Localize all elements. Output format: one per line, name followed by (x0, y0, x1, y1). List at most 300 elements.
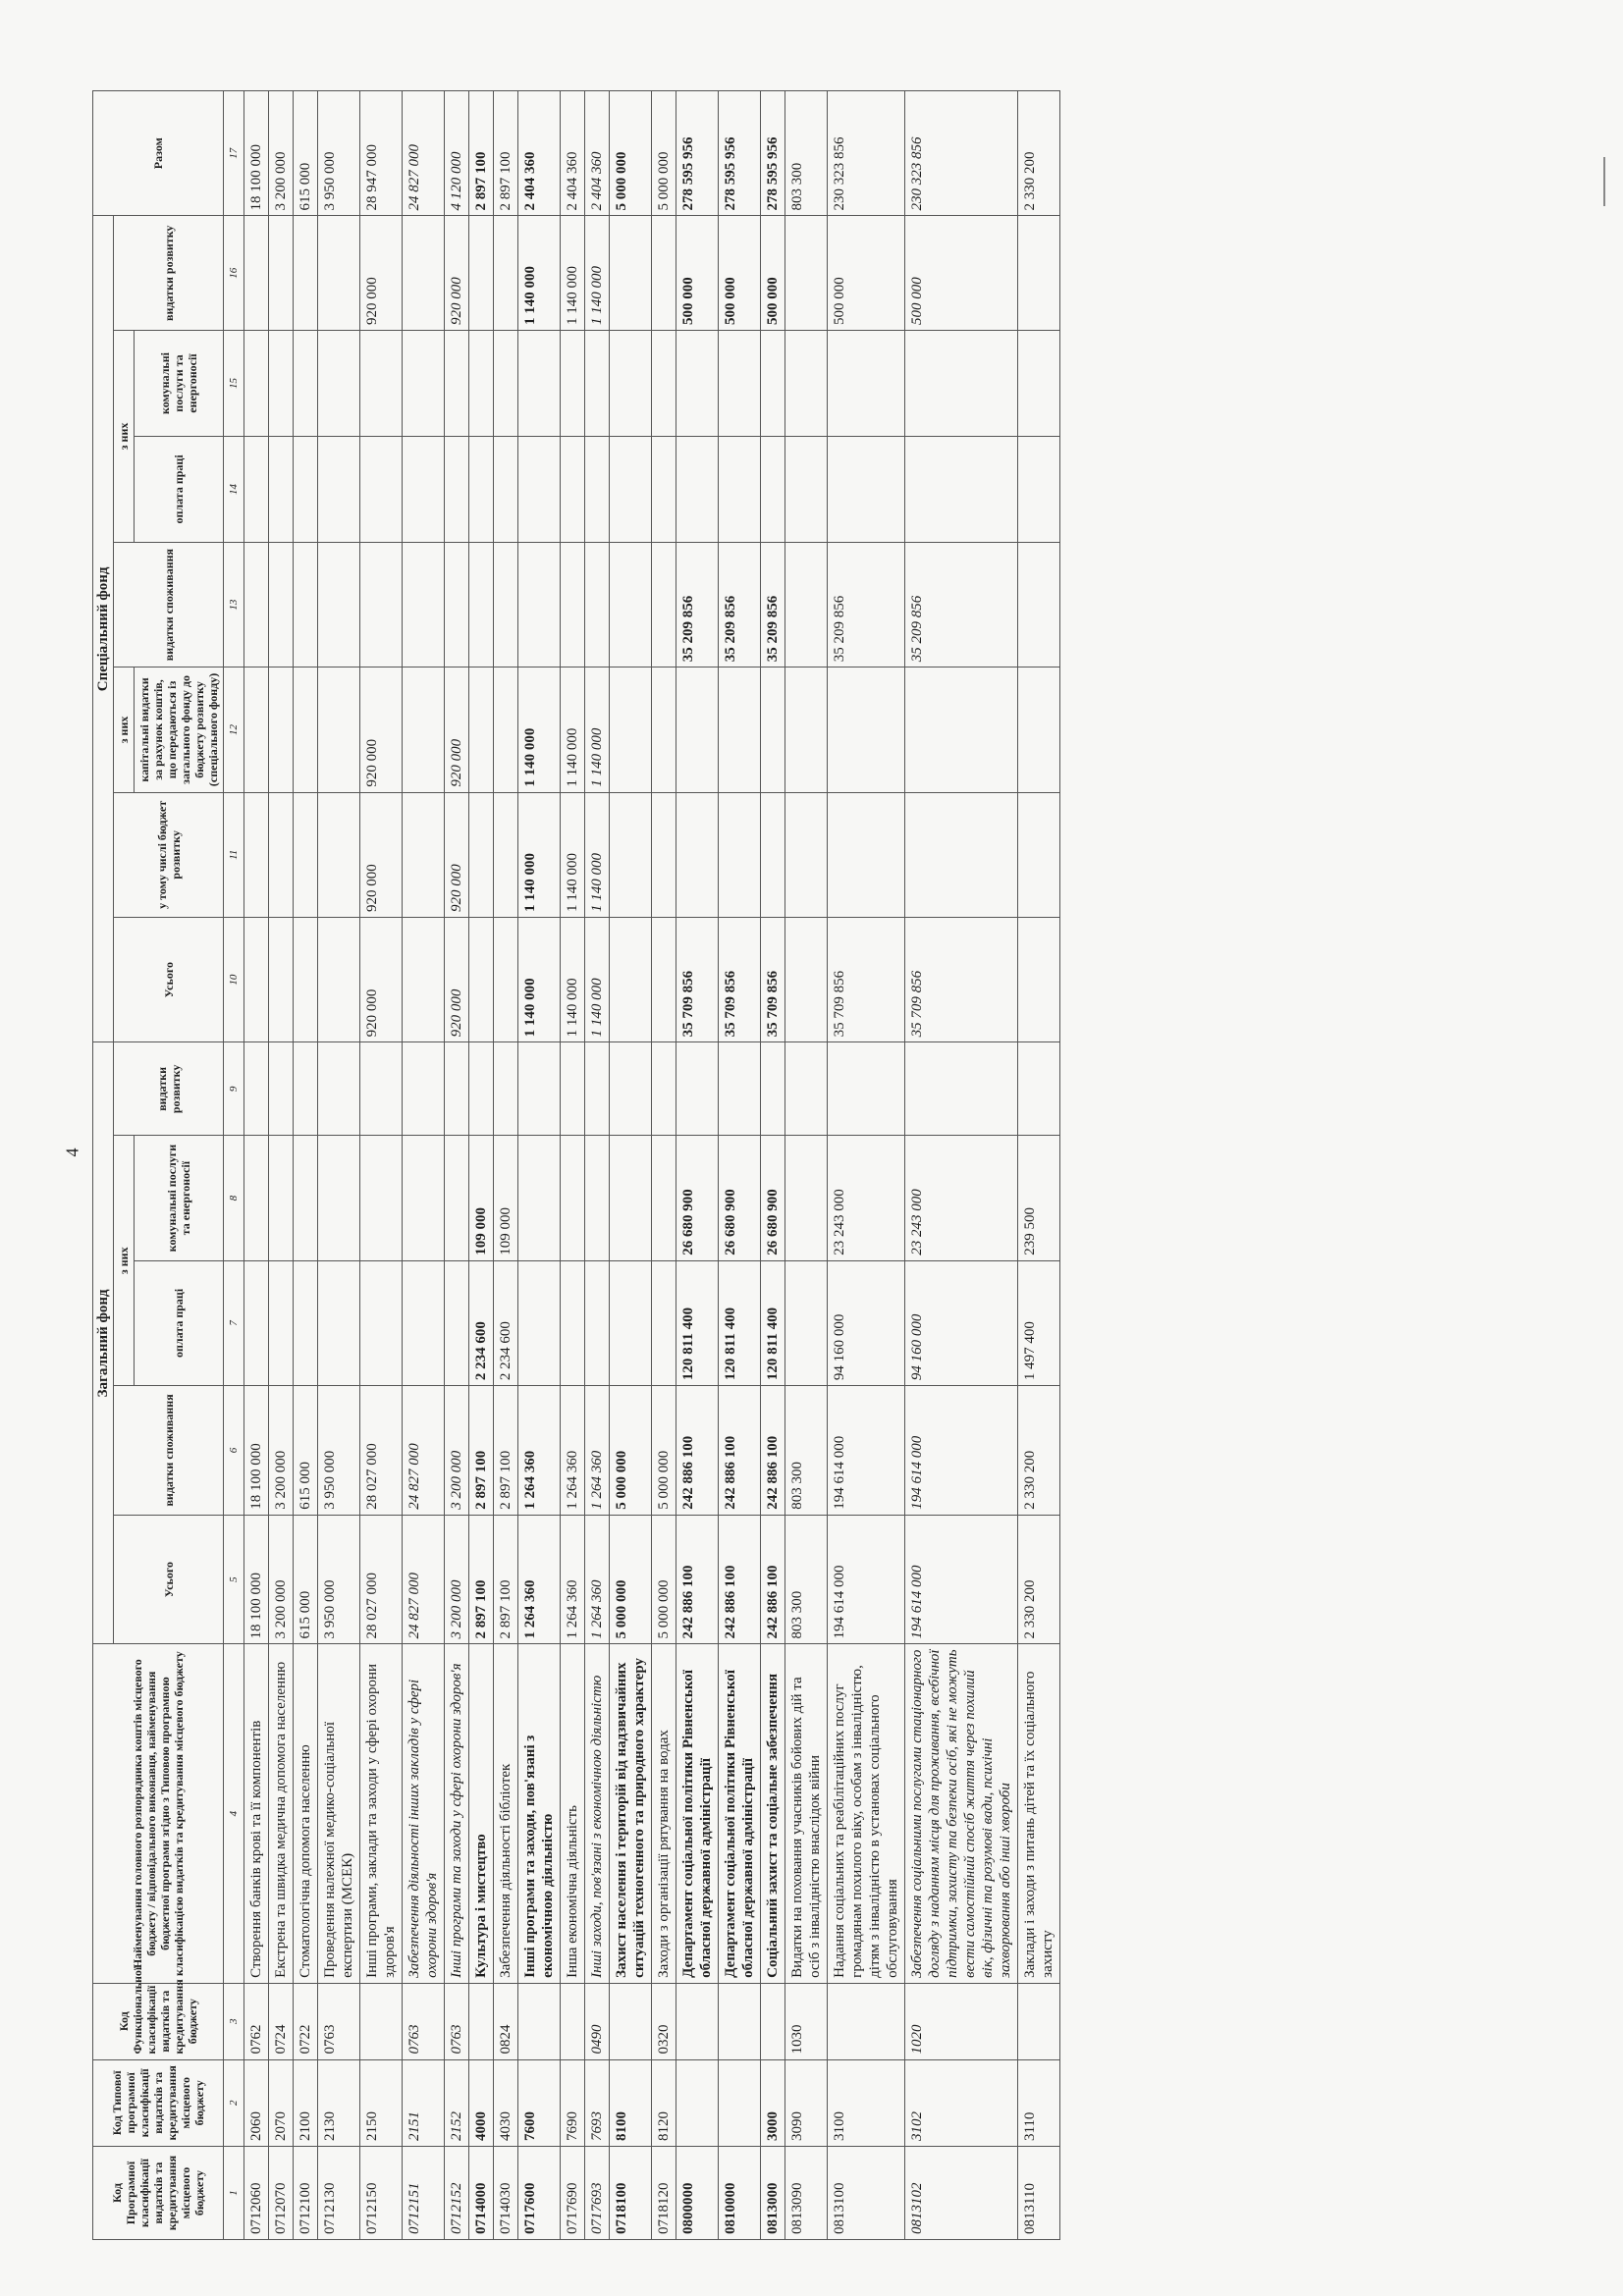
table-cell (561, 1136, 585, 1260)
table-row (719, 91, 761, 2240)
table-cell: 194 614 000 (828, 1386, 905, 1516)
table-cell: 1 140 000 (585, 667, 610, 792)
header-functional-code: Код Функціональної класифікації видатків та кредитування бюджету (93, 1983, 224, 2059)
table-cell: 2150 (360, 2059, 403, 2147)
table-cell: 3100 (828, 2059, 905, 2147)
table-cell (561, 1042, 585, 1136)
table-cell: Видатки на поховання учасників бойових дій та осіб з інвалідністю внаслідок війни (785, 1644, 828, 1983)
table-cell: 24 827 000 (403, 1386, 445, 1516)
table-cell (445, 1042, 469, 1136)
table-cell (318, 1260, 360, 1385)
table-cell: 35 209 856 (828, 542, 905, 667)
table-cell: Заходи з організації рятування на водах (652, 1644, 676, 1983)
table-cell: 2151 (403, 2059, 445, 2147)
table-cell (518, 436, 561, 542)
table-cell: 35 709 856 (676, 917, 719, 1041)
table-cell: 0712151 (403, 2147, 445, 2240)
table-cell (652, 1260, 676, 1385)
table-cell (785, 331, 828, 437)
table-cell: 1 264 360 (561, 1515, 585, 1644)
table-cell: 194 614 000 (905, 1515, 1018, 1644)
header-sf-of-them-a: з них (114, 667, 135, 792)
table-cell (318, 1042, 360, 1136)
table-cell: 18 100 000 (244, 1515, 269, 1644)
table-cell (318, 542, 360, 667)
table-cell (585, 1042, 610, 1136)
table-cell (561, 1983, 585, 2059)
table-cell (494, 331, 518, 437)
table-row (318, 91, 360, 2240)
table-cell: 500 000 (905, 216, 1018, 331)
table-cell: Інші програми та заходи, пов'язані з економічною діяльністю (518, 1644, 561, 1983)
table-cell (269, 792, 294, 917)
table-cell: 2 897 100 (494, 1515, 518, 1644)
table-cell (676, 2059, 719, 2147)
table-cell (610, 917, 652, 1041)
table-cell (269, 917, 294, 1041)
table-cell (719, 667, 761, 792)
table-cell (494, 667, 518, 792)
table-cell: 1 264 360 (585, 1386, 610, 1516)
table-cell (445, 436, 469, 542)
header-gf-salary: оплата праці (135, 1260, 224, 1385)
table-cell (610, 1260, 652, 1385)
table-cell: 28 027 000 (360, 1515, 403, 1644)
table-cell: 278 595 956 (761, 91, 785, 216)
table-cell (828, 667, 905, 792)
table-cell: 2 330 200 (1018, 1386, 1060, 1516)
table-cell (469, 331, 494, 437)
table-cell: 2 404 360 (518, 91, 561, 216)
column-index: 8 (224, 1136, 244, 1260)
table-cell (905, 792, 1018, 917)
table-cell: 1020 (905, 1983, 1018, 2059)
header-sf-salary: оплата праці (135, 436, 224, 542)
table-cell (269, 331, 294, 437)
table-cell (469, 1042, 494, 1136)
table-cell: 5 000 000 (610, 1515, 652, 1644)
table-cell: 2 404 360 (585, 91, 610, 216)
table-cell (785, 917, 828, 1041)
table-cell (294, 1136, 318, 1260)
table-cell (469, 1983, 494, 2059)
table-cell (719, 331, 761, 437)
table-cell: 194 614 000 (905, 1386, 1018, 1516)
table-cell: 0810000 (719, 2147, 761, 2240)
table-cell (294, 331, 318, 437)
table-cell (244, 436, 269, 542)
table-cell: 1 264 360 (585, 1515, 610, 1644)
table-cell: 3 200 000 (269, 91, 294, 216)
table-cell (494, 542, 518, 667)
table-cell (785, 542, 828, 667)
table-cell (1018, 436, 1060, 542)
table-cell: 24 827 000 (403, 1515, 445, 1644)
table-cell: 0800000 (676, 2147, 719, 2240)
column-index: 11 (224, 792, 244, 917)
table-cell (1018, 917, 1060, 1041)
table-cell: 3 200 000 (269, 1386, 294, 1516)
table-cell: 3090 (785, 2059, 828, 2147)
table-cell: 0714000 (469, 2147, 494, 2240)
table-cell: 3110 (1018, 2059, 1060, 2147)
table-cell: 242 886 100 (676, 1515, 719, 1644)
table-cell: Екстрена та швидка медична допомога населенню (269, 1644, 294, 1983)
table-cell (652, 1042, 676, 1136)
table-cell: 0724 (269, 1983, 294, 2059)
table-cell (652, 331, 676, 437)
table-cell (403, 1260, 445, 1385)
table-cell (403, 1042, 445, 1136)
table-cell (676, 792, 719, 917)
table-cell: 0712150 (360, 2147, 403, 2240)
column-index: 9 (224, 1042, 244, 1136)
header-sf-of-them-b: з них (114, 331, 135, 543)
table-cell: 1 140 000 (561, 792, 585, 917)
table-cell (905, 1042, 1018, 1136)
table-cell (318, 436, 360, 542)
table-cell: 0722 (294, 1983, 318, 2059)
table-cell: Інші програми, заклади та заходи у сфері охорони здоров'я (360, 1644, 403, 1983)
table-cell (610, 1136, 652, 1260)
table-cell: 1 264 360 (561, 1386, 585, 1516)
table-cell: 94 160 000 (905, 1260, 1018, 1385)
table-cell: 35 709 856 (828, 917, 905, 1041)
table-cell: 0763 (318, 1983, 360, 2059)
header-gf-development: видатки розвитку (114, 1042, 224, 1136)
table-row (360, 91, 403, 2240)
header-gf-total: Усього (114, 1515, 224, 1644)
table-cell (761, 792, 785, 917)
table-cell: 5 000 000 (652, 91, 676, 216)
column-index: 2 (224, 2059, 244, 2147)
table-row (676, 91, 719, 2240)
table-cell: 1 140 000 (518, 216, 561, 331)
table-cell: 242 886 100 (719, 1515, 761, 1644)
table-row (828, 91, 905, 2240)
table-cell (244, 667, 269, 792)
table-cell: 2070 (269, 2059, 294, 2147)
table-cell: 1 140 000 (561, 667, 585, 792)
header-sf-capital-transfer: капітальні видатки за рахунок коштів, що передаються із загального фонду до бюджету розвитку (спеціального фонду) (135, 667, 224, 792)
table-row (294, 91, 318, 2240)
table-cell (269, 216, 294, 331)
table-cell (610, 331, 652, 437)
table-row (610, 91, 652, 2240)
column-index: 16 (224, 216, 244, 331)
table-cell (244, 1042, 269, 1136)
table-cell: Департамент соціальної політики Рівненської обласної державної адміністрації (719, 1644, 761, 1983)
table-cell (828, 331, 905, 437)
scan-edge-mark (1603, 157, 1605, 206)
table-cell (360, 1136, 403, 1260)
table-cell: 35 709 856 (719, 917, 761, 1041)
table-cell: 120 811 400 (719, 1260, 761, 1385)
table-cell (676, 1983, 719, 2059)
table-cell: 3 950 000 (318, 1386, 360, 1516)
table-cell: 920 000 (360, 792, 403, 917)
table-cell: 1030 (785, 1983, 828, 2059)
column-index: 13 (224, 542, 244, 667)
table-cell: 194 614 000 (828, 1515, 905, 1644)
table-cell: 500 000 (761, 216, 785, 331)
table-row (1018, 91, 1060, 2240)
table-cell (294, 436, 318, 542)
column-index: 5 (224, 1515, 244, 1644)
table-cell (294, 1042, 318, 1136)
table-cell (610, 1042, 652, 1136)
table-cell: 230 323 856 (828, 91, 905, 216)
table-cell (518, 1983, 561, 2059)
table-cell (1018, 542, 1060, 667)
table-cell (244, 917, 269, 1041)
table-row (561, 91, 585, 2240)
table-cell (294, 216, 318, 331)
table-cell (469, 542, 494, 667)
table-cell (652, 792, 676, 917)
table-cell (828, 1983, 905, 2059)
table-cell (652, 436, 676, 542)
table-cell (1018, 331, 1060, 437)
table-cell (403, 542, 445, 667)
table-cell (318, 216, 360, 331)
table-cell (403, 436, 445, 542)
table-cell (676, 1042, 719, 1136)
table-cell: 0717693 (585, 2147, 610, 2240)
table-row (244, 91, 269, 2240)
table-cell: 2 330 200 (1018, 1515, 1060, 1644)
table-cell (1018, 792, 1060, 917)
table-body (244, 91, 1060, 2240)
table-cell: 8100 (610, 2059, 652, 2147)
table-cell: 920 000 (445, 216, 469, 331)
table-cell (244, 216, 269, 331)
table-row (652, 91, 676, 2240)
table-cell (585, 1260, 610, 1385)
table-cell: 2100 (294, 2059, 318, 2147)
table-cell (294, 1260, 318, 1385)
table-cell: 1 264 360 (518, 1386, 561, 1516)
table-cell: 0712070 (269, 2147, 294, 2240)
table-cell: 615 000 (294, 91, 318, 216)
table-cell (561, 436, 585, 542)
table-cell: 1 140 000 (561, 216, 585, 331)
table-cell (294, 542, 318, 667)
table-cell: 2 234 600 (469, 1260, 494, 1385)
header-name: Найменування головного розпорядника коштів місцевого бюджету / відповідального виконавця, найменування бюджетної програми згідно з Типовою програмною класифікацією видатків та кредитування місцевого бюджету (93, 1644, 224, 1983)
table-cell: 278 595 956 (719, 91, 761, 216)
table-cell: 23 243 000 (828, 1136, 905, 1260)
table-cell: 1 497 400 (1018, 1260, 1060, 1385)
table-cell (610, 216, 652, 331)
table-cell (269, 1260, 294, 1385)
table-cell: 0813102 (905, 2147, 1018, 2240)
table-cell: 920 000 (445, 917, 469, 1041)
table-cell (828, 436, 905, 542)
table-cell (785, 216, 828, 331)
table-cell: 500 000 (676, 216, 719, 331)
table-cell (1018, 667, 1060, 792)
column-index: 4 (224, 1644, 244, 1983)
table-cell (785, 436, 828, 542)
table-cell (610, 1983, 652, 2059)
table-cell: 0490 (585, 1983, 610, 2059)
table-cell: 120 811 400 (676, 1260, 719, 1385)
table-cell (610, 542, 652, 667)
table-cell (585, 331, 610, 437)
table-row (445, 91, 469, 2240)
header-gf-utilities: комунальні послуги та енергоносії (135, 1136, 224, 1260)
table-cell: Забезпечення діяльності інших закладів у сфері охорони здоров'я (403, 1644, 445, 1983)
table-cell (403, 216, 445, 331)
table-cell (269, 436, 294, 542)
header-program-code: Код Програмної класифікації видатків та кредитування місцевого бюджету (93, 2147, 224, 2240)
table-cell (445, 1260, 469, 1385)
table-cell: 500 000 (828, 216, 905, 331)
table-cell: 4 120 000 (445, 91, 469, 216)
table-cell (561, 331, 585, 437)
table-cell: 120 811 400 (761, 1260, 785, 1385)
table-cell: 3 200 000 (445, 1386, 469, 1516)
table-cell: 920 000 (445, 792, 469, 917)
table-cell (360, 331, 403, 437)
table-cell (828, 1042, 905, 1136)
table-cell: 0717600 (518, 2147, 561, 2240)
table-cell: 35 209 856 (676, 542, 719, 667)
column-index: 3 (224, 1983, 244, 2059)
table-cell: 0762 (244, 1983, 269, 2059)
table-cell: 0813100 (828, 2147, 905, 2240)
table-cell: 1 264 360 (518, 1515, 561, 1644)
table-cell (469, 917, 494, 1041)
table-cell (494, 216, 518, 331)
table-cell: 0717690 (561, 2147, 585, 2240)
table-cell: Стоматологічна допомога населенню (294, 1644, 318, 1983)
table-cell (785, 1042, 828, 1136)
table-cell: Забезпечення соціальними послугами стаціонарного догляду з наданням місця для проживання, всебічної підтримки, захисту та безпеки осіб, які не можуть вести самостійний спосіб життя через похилий вік, фізичні та розумові вади, психічні захворювання або інші хвороби (905, 1644, 1018, 1983)
table-cell: 2 330 200 (1018, 91, 1060, 216)
table-row (585, 91, 610, 2240)
table-cell: 1 140 000 (585, 216, 610, 331)
table-cell: 5 000 000 (610, 91, 652, 216)
table-cell (494, 792, 518, 917)
table-cell (360, 1260, 403, 1385)
table-cell (269, 1136, 294, 1260)
table-cell: 278 595 956 (676, 91, 719, 216)
table-cell (785, 792, 828, 917)
table-cell: 920 000 (360, 667, 403, 792)
table-row (403, 91, 445, 2240)
table-cell (761, 436, 785, 542)
header-general-fund: Загальний фонд (93, 1042, 114, 1644)
table-cell (1018, 1042, 1060, 1136)
table-cell: 0712060 (244, 2147, 269, 2240)
table-cell (719, 436, 761, 542)
table-cell: 2 897 100 (494, 91, 518, 216)
header-gf-consumption: видатки споживання (114, 1386, 224, 1516)
table-cell: 0763 (403, 1983, 445, 2059)
table-cell (360, 1983, 403, 2059)
column-index-row (224, 91, 244, 2240)
table-cell: 0813000 (761, 2147, 785, 2240)
table-cell: 242 886 100 (676, 1386, 719, 1516)
header-special-fund: Спеціальний фонд (93, 216, 114, 1042)
table-cell: Інші програми та заходи у сфері охорони здоров'я (445, 1644, 469, 1983)
column-index: 12 (224, 667, 244, 792)
table-cell: 615 000 (294, 1386, 318, 1516)
table-cell (610, 436, 652, 542)
table-cell: 0712130 (318, 2147, 360, 2240)
table-cell: 803 300 (785, 1515, 828, 1644)
table-cell (269, 1042, 294, 1136)
table-cell: 0763 (445, 1983, 469, 2059)
table-cell: 2 897 100 (469, 1515, 494, 1644)
table-cell (494, 1042, 518, 1136)
table-cell: Створення банків крові та її компонентів (244, 1644, 269, 1983)
table-cell: Надання соціальних та реабілітаційних послуг громадянам похилого віку, особам з інвалідністю, дітям з інвалідністю в установах соціального обслуговування (828, 1644, 905, 1983)
table-cell: 35 209 856 (719, 542, 761, 667)
table-cell (785, 667, 828, 792)
table-cell (403, 792, 445, 917)
table-cell: 803 300 (785, 1386, 828, 1516)
table-cell (318, 667, 360, 792)
column-index: 17 (224, 91, 244, 216)
table-cell: Проведення належної медико-соціальної експертизи (МСЕК) (318, 1644, 360, 1983)
table-cell: 23 243 000 (905, 1136, 1018, 1260)
table-cell: 4030 (494, 2059, 518, 2147)
header-sf-consumption: видатки споживання (114, 542, 224, 667)
table-row (469, 91, 494, 2240)
table-cell (469, 792, 494, 917)
table-cell: 7693 (585, 2059, 610, 2147)
table-cell (269, 542, 294, 667)
table-cell: 2130 (318, 2059, 360, 2147)
table-cell: 35 709 856 (905, 917, 1018, 1041)
table-cell: 5 000 000 (652, 1386, 676, 1516)
table-cell: 18 100 000 (244, 91, 269, 216)
table-cell: 3 200 000 (445, 1515, 469, 1644)
table-cell: 3000 (761, 2059, 785, 2147)
budget-table (92, 90, 1060, 2240)
table-cell: 803 300 (785, 91, 828, 216)
table-cell (469, 667, 494, 792)
header-sf-utilities: комунальні послуги та енергоносії (135, 331, 224, 437)
table-cell: 242 886 100 (719, 1386, 761, 1516)
table-row (518, 91, 561, 2240)
table-cell: 3 200 000 (269, 1515, 294, 1644)
table-cell (294, 667, 318, 792)
table-cell: Забезпечення діяльності бібліотек (494, 1644, 518, 1983)
table-cell (445, 331, 469, 437)
table-cell: 615 000 (294, 1515, 318, 1644)
table-cell (518, 331, 561, 437)
table-cell: 0718120 (652, 2147, 676, 2240)
header-grand-total: Разом (93, 91, 224, 216)
table-cell: 109 000 (469, 1136, 494, 1260)
table-cell (360, 436, 403, 542)
table-cell: 26 680 900 (719, 1136, 761, 1260)
table-cell: 35 209 856 (905, 542, 1018, 667)
table-cell: Соціальний захист та соціальне забезпечення (761, 1644, 785, 1983)
table-cell: 1 140 000 (585, 917, 610, 1041)
table-cell: 35 709 856 (761, 917, 785, 1041)
table-cell (652, 917, 676, 1041)
table-cell: Захист населення і територій від надзвичайних ситуацій техногенного та природного характеру (610, 1644, 652, 1983)
table-row (905, 91, 1018, 2240)
table-cell (785, 1136, 828, 1260)
table-cell: 920 000 (445, 667, 469, 792)
table-cell (585, 542, 610, 667)
